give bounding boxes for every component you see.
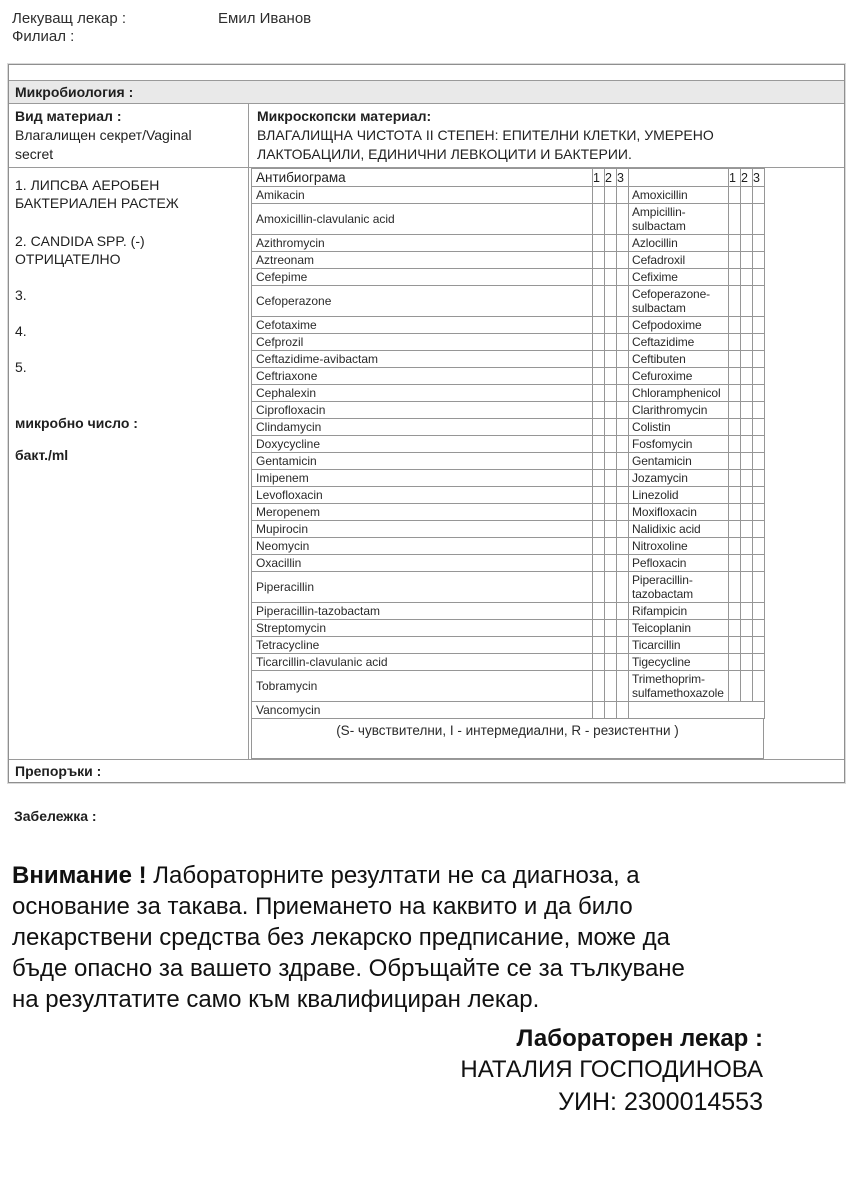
antibiotic-right-name: Azlocillin: [629, 235, 729, 252]
antibiogram-row: [252, 603, 765, 620]
result-cell: [605, 204, 617, 235]
result-cell: [593, 521, 605, 538]
result-cell: [753, 235, 765, 252]
result-cell: [605, 538, 617, 555]
antibiotic-left-name: Neomycin: [252, 538, 593, 555]
result-column-3: 3: [753, 169, 765, 187]
result-cell: [753, 286, 765, 317]
result-cell: [729, 671, 741, 702]
result-cell: [605, 521, 617, 538]
materials-row: [9, 104, 844, 167]
antibiogram-row: [252, 504, 765, 521]
antibiogram-row: [252, 368, 765, 385]
result-cell: [753, 351, 765, 368]
result-cell: [729, 453, 741, 470]
result-cell: [753, 204, 765, 235]
result-cell: [753, 654, 765, 671]
treating-doctor-value: Емил Иванов: [218, 10, 312, 27]
result-cell: [729, 204, 741, 235]
antibiogram-row: [252, 385, 765, 402]
result-cell: [593, 504, 605, 521]
result-cell: [741, 603, 753, 620]
microbiology-section: [8, 64, 845, 783]
antibiotic-right-name: Amoxicillin: [629, 187, 729, 204]
result-cell: [741, 419, 753, 436]
result-cell: [605, 252, 617, 269]
antibiogram-row: [252, 204, 765, 235]
antibiotic-left-name: Piperacillin: [252, 572, 593, 603]
antibiotic-right-name: Rifampicin: [629, 603, 729, 620]
result-cell: [729, 368, 741, 385]
result-cell: [753, 368, 765, 385]
antibiotic-left-name: Cefprozil: [252, 334, 593, 351]
sir-legend: (S- чувствителни, I - интермедиални, R - резистентни ): [251, 719, 764, 759]
antibiotic-left-name: Imipenem: [252, 470, 593, 487]
result-cell: [593, 252, 605, 269]
antibiogram-row: [252, 555, 765, 572]
result-cell: [741, 504, 753, 521]
result-column-1: 1: [593, 169, 605, 187]
finding-item: 4.: [15, 323, 27, 339]
result-cell: [729, 351, 741, 368]
result-cell: [617, 252, 629, 269]
antibiotic-left-name: Azithromycin: [252, 235, 593, 252]
antibiogram-row: [252, 702, 765, 719]
result-cell: [729, 555, 741, 572]
antibiotic-left-name: Ciprofloxacin: [252, 402, 593, 419]
recommendations-label: Препоръки :: [9, 759, 844, 782]
result-cell: [593, 603, 605, 620]
material-type-label: Вид материал :: [15, 108, 122, 124]
antibiogram-row: [252, 187, 765, 204]
antibiotic-left-name: Cefepime: [252, 269, 593, 286]
result-cell: [741, 385, 753, 402]
result-cell: [617, 286, 629, 317]
antibiotic-right-name: Cefadroxil: [629, 252, 729, 269]
result-cell: [741, 269, 753, 286]
result-cell: [729, 269, 741, 286]
result-cell: [593, 671, 605, 702]
result-cell: [593, 702, 605, 719]
result-cell: [605, 555, 617, 572]
result-cell: [741, 204, 753, 235]
signature-block: [0, 1023, 854, 1119]
result-cell: [753, 419, 765, 436]
result-cell: [741, 555, 753, 572]
result-cell: [741, 317, 753, 334]
antibiotic-left-name: Vancomycin: [252, 702, 593, 719]
result-cell: [593, 538, 605, 555]
empty-top-bar: [9, 65, 844, 81]
result-cell: [753, 637, 765, 654]
result-cell: [729, 419, 741, 436]
lab-doctor-uin: УИН: 2300014553: [558, 1088, 763, 1116]
result-cell: [741, 235, 753, 252]
result-cell: [617, 385, 629, 402]
antibiotic-left-name: Amikacin: [252, 187, 593, 204]
antibiotic-left-name: Ceftazidime-avibactam: [252, 351, 593, 368]
result-cell: [605, 187, 617, 204]
result-cell: [753, 187, 765, 204]
result-cell: [605, 351, 617, 368]
antibiogram-row: [252, 470, 765, 487]
result-cell: [753, 252, 765, 269]
branch-row: [12, 28, 854, 46]
result-cell: [729, 334, 741, 351]
antibiogram-row: [252, 453, 765, 470]
antibiogram-header-row: [252, 169, 765, 187]
result-cell: [605, 385, 617, 402]
result-cell: [593, 235, 605, 252]
result-cell: [617, 419, 629, 436]
result-cell: [605, 671, 617, 702]
result-cell: [605, 286, 617, 317]
antibiotic-right-name: Clarithromycin: [629, 402, 729, 419]
antibiotic-right-name: Cefixime: [629, 269, 729, 286]
antibiotic-right-name: Cefoperazone-sulbactam: [629, 286, 729, 317]
result-cell: [753, 555, 765, 572]
material-type-cell: [9, 104, 249, 167]
antibiotic-right-name: Moxifloxacin: [629, 504, 729, 521]
result-cell: [729, 286, 741, 317]
result-cell: [617, 620, 629, 637]
result-cell: [729, 637, 741, 654]
result-cell: [605, 334, 617, 351]
antibiotic-right-name: Piperacillin-tazobactam: [629, 572, 729, 603]
result-cell: [741, 637, 753, 654]
result-cell: [753, 538, 765, 555]
finding-item: 5.: [15, 359, 27, 375]
result-cell: [617, 334, 629, 351]
antibiotic-right-name: Ceftazidime: [629, 334, 729, 351]
result-cell: [729, 252, 741, 269]
antibiogram-row: [252, 637, 765, 654]
result-cell: [753, 521, 765, 538]
microscopy-cell: [249, 104, 844, 167]
result-cell: [605, 368, 617, 385]
antibiotic-right-name: Nalidixic acid: [629, 521, 729, 538]
result-cell: [753, 385, 765, 402]
result-cell: [729, 603, 741, 620]
antibiotic-right-name: Teicoplanin: [629, 620, 729, 637]
finding-item: 2. CANDIDA SPP. (-) ОТРИЦАТЕЛНО: [15, 233, 145, 267]
material-type-value: Влагалищен секрет/Vaginal secret: [15, 127, 192, 162]
result-cell: [617, 487, 629, 504]
result-cell: [729, 504, 741, 521]
result-cell: [729, 187, 741, 204]
culture-findings-cell: [9, 168, 249, 759]
result-cell: [593, 317, 605, 334]
antibiotic-left-name: Cephalexin: [252, 385, 593, 402]
result-cell: [741, 402, 753, 419]
result-cell: [729, 317, 741, 334]
result-cell: [593, 187, 605, 204]
result-cell: [741, 286, 753, 317]
result-cell: [617, 204, 629, 235]
antibiogram-row: [252, 436, 765, 453]
result-cell: [617, 572, 629, 603]
result-cell: [617, 702, 629, 719]
result-cell: [605, 504, 617, 521]
result-cell: [605, 402, 617, 419]
antibiogram-area: [251, 168, 844, 759]
result-cell: [729, 402, 741, 419]
result-cell: [753, 572, 765, 603]
result-cell: [593, 436, 605, 453]
result-cell: [753, 402, 765, 419]
microscopy-label: Микроскопски материал:: [257, 108, 432, 124]
antibiogram-row: [252, 317, 765, 334]
result-cell: [741, 368, 753, 385]
result-cell: [741, 470, 753, 487]
antibiotic-right-name: Gentamicin: [629, 453, 729, 470]
document-header: [0, 0, 854, 46]
result-column-2: 2: [605, 169, 617, 187]
antibiotic-right-name: Ticarcillin: [629, 637, 729, 654]
result-cell: [593, 572, 605, 603]
finding-item: 1. ЛИПСВА АЕРОБЕН БАКТЕРИАЛЕН РАСТЕЖ: [15, 177, 179, 211]
result-cell: [593, 385, 605, 402]
antibiogram-row: [252, 572, 765, 603]
microbial-count-label: микробно число :: [15, 415, 138, 431]
result-column-2: 2: [741, 169, 753, 187]
antibiogram-row: [252, 671, 765, 702]
note-label: Забележка :: [14, 808, 97, 824]
result-cell: [593, 419, 605, 436]
results-row: [9, 167, 844, 759]
antibiotic-right-name: Colistin: [629, 419, 729, 436]
result-cell: [605, 470, 617, 487]
antibiotic-right-name: Cefpodoxime: [629, 317, 729, 334]
antibiogram-row: [252, 521, 765, 538]
antibiogram-title: Антибиограма: [252, 169, 593, 187]
result-cell: [617, 538, 629, 555]
result-cell: [617, 269, 629, 286]
result-cell: [741, 521, 753, 538]
result-cell: [617, 402, 629, 419]
result-cell: [617, 555, 629, 572]
finding-item: 3.: [15, 287, 27, 303]
result-cell: [593, 487, 605, 504]
antibiogram-row: [252, 235, 765, 252]
antibiotic-left-name: Tobramycin: [252, 671, 593, 702]
result-cell: [593, 470, 605, 487]
result-column-3: 3: [617, 169, 629, 187]
result-cell: [753, 671, 765, 702]
antibiogram-row: [252, 351, 765, 368]
result-cell: [741, 671, 753, 702]
antibiogram-row: [252, 654, 765, 671]
result-column-1: 1: [729, 169, 741, 187]
antibiogram-row: [252, 286, 765, 317]
antibiotic-right-name: Jozamycin: [629, 470, 729, 487]
result-cell: [729, 572, 741, 603]
warning-text: Лабораторните резултати не са диагноза, а основание за такава. Приемането на каквито и да било лекарствени средства без лекарско предписание, може да бъде опасно за вашето здраве. Обръщайте се за тълкуване на резултатите само към квалифициран лекар.: [12, 862, 685, 1013]
result-cell: [593, 555, 605, 572]
result-cell: [593, 269, 605, 286]
antibiogram-row: [252, 334, 765, 351]
section-title: Микробиология :: [9, 81, 844, 104]
antibiotic-left-name: Levofloxacin: [252, 487, 593, 504]
result-cell: [605, 620, 617, 637]
result-cell: [605, 487, 617, 504]
result-cell: [753, 334, 765, 351]
antibiotic-left-name: Ceftriaxone: [252, 368, 593, 385]
result-cell: [605, 702, 617, 719]
result-cell: [741, 453, 753, 470]
antibiotic-right-name: Linezolid: [629, 487, 729, 504]
result-cell: [617, 235, 629, 252]
branch-label: Филиал :: [12, 28, 75, 45]
antibiotic-left-name: Cefoperazone: [252, 286, 593, 317]
result-cell: [741, 538, 753, 555]
antibiotic-left-name: Gentamicin: [252, 453, 593, 470]
microscopy-value: ВЛАГАЛИЩНА ЧИСТОТА II СТЕПЕН: ЕПИТЕЛНИ КЛЕТКИ, УМЕРЕНО ЛАКТОБАЦИЛИ, ЕДИНИЧНИ ЛЕВКОЦИТИ И БАКТЕРИИ.: [257, 127, 714, 162]
antibiotic-right-name: Cefuroxime: [629, 368, 729, 385]
result-cell: [753, 317, 765, 334]
result-cell: [617, 187, 629, 204]
antibiogram-table: [251, 168, 765, 719]
warning-title: Внимание !: [12, 862, 147, 889]
antibiotic-left-name: Doxycycline: [252, 436, 593, 453]
result-cell: [605, 572, 617, 603]
antibiotic-left-name: Oxacillin: [252, 555, 593, 572]
result-cell: [741, 436, 753, 453]
result-cell: [741, 187, 753, 204]
result-cell: [617, 436, 629, 453]
result-cell: [741, 620, 753, 637]
result-cell: [593, 351, 605, 368]
result-cell: [753, 620, 765, 637]
result-cell: [617, 654, 629, 671]
result-cell: [617, 368, 629, 385]
antibiotic-left-name: Clindamycin: [252, 419, 593, 436]
result-cell: [593, 334, 605, 351]
result-cell: [593, 368, 605, 385]
result-cell: [605, 654, 617, 671]
antibiotic-left-name: Streptomycin: [252, 620, 593, 637]
result-cell: [617, 504, 629, 521]
result-cell: [605, 453, 617, 470]
result-cell: [605, 637, 617, 654]
antibiotic-left-name: Tetracycline: [252, 637, 593, 654]
antibiogram-row: [252, 419, 765, 436]
result-cell: [741, 572, 753, 603]
antibiogram-row: [252, 538, 765, 555]
antibiotic-right-name: Fosfomycin: [629, 436, 729, 453]
result-cell: [617, 470, 629, 487]
result-cell: [593, 654, 605, 671]
antibiotic-right-name: Trimethoprim-sulfamethoxazole: [629, 671, 729, 702]
result-cell: [617, 603, 629, 620]
result-cell: [741, 487, 753, 504]
antibiotic-right-name: Ampicillin-sulbactam: [629, 204, 729, 235]
treating-doctor-label: Лекуващ лекар :: [12, 10, 127, 27]
result-cell: [617, 453, 629, 470]
result-cell: [753, 487, 765, 504]
result-cell: [741, 334, 753, 351]
result-cell: [729, 654, 741, 671]
result-cell: [729, 538, 741, 555]
result-cell: [741, 351, 753, 368]
result-cell: [605, 317, 617, 334]
result-cell: [729, 521, 741, 538]
treating-doctor-row: [12, 10, 854, 28]
result-cell: [605, 269, 617, 286]
result-cell: [593, 637, 605, 654]
antibiotic-right-name: Tigecycline: [629, 654, 729, 671]
result-cell: [593, 453, 605, 470]
antibiotic-right-name: Ceftibuten: [629, 351, 729, 368]
result-cell: [741, 252, 753, 269]
antibiogram-row: [252, 620, 765, 637]
warning-paragraph: [12, 860, 702, 1015]
antibiogram-row: [252, 252, 765, 269]
result-cell: [593, 620, 605, 637]
result-cell: [593, 286, 605, 317]
result-cell: [729, 385, 741, 402]
result-cell: [593, 204, 605, 235]
result-cell: [617, 671, 629, 702]
microbial-count-unit: бакт./ml: [15, 447, 69, 463]
result-cell: [741, 654, 753, 671]
antibiotic-left-name: Aztreonam: [252, 252, 593, 269]
result-cell: [605, 436, 617, 453]
result-cell: [753, 269, 765, 286]
result-cell: [605, 419, 617, 436]
result-cell: [729, 620, 741, 637]
result-cell: [753, 470, 765, 487]
result-cell: [617, 351, 629, 368]
result-cell: [617, 521, 629, 538]
lab-doctor-label: Лабораторен лекар :: [516, 1025, 763, 1052]
antibiogram-row: [252, 487, 765, 504]
result-cell: [753, 504, 765, 521]
antibiotic-left-name: Amoxicillin-clavulanic acid: [252, 204, 593, 235]
antibiotic-right-name: Chloramphenicol: [629, 385, 729, 402]
antibiogram-row: [252, 402, 765, 419]
result-cell: [729, 436, 741, 453]
header-spacer-cell: [629, 169, 729, 187]
antibiotic-right-name: Nitroxoline: [629, 538, 729, 555]
result-cell: [605, 235, 617, 252]
result-cell: [593, 402, 605, 419]
result-cell: [753, 453, 765, 470]
result-cell: [617, 317, 629, 334]
antibiotic-right-name: Pefloxacin: [629, 555, 729, 572]
antibiotic-left-name: Ticarcillin-clavulanic acid: [252, 654, 593, 671]
result-cell: [729, 235, 741, 252]
result-cell: [753, 436, 765, 453]
antibiotic-right-name: [629, 702, 765, 719]
result-cell: [729, 470, 741, 487]
antibiogram-row: [252, 269, 765, 286]
antibiotic-left-name: Cefotaxime: [252, 317, 593, 334]
result-cell: [605, 603, 617, 620]
result-cell: [729, 487, 741, 504]
antibiotic-left-name: Mupirocin: [252, 521, 593, 538]
lab-doctor-name: НАТАЛИЯ ГОСПОДИНОВА: [460, 1056, 763, 1083]
antibiotic-left-name: Piperacillin-tazobactam: [252, 603, 593, 620]
antibiotic-left-name: Meropenem: [252, 504, 593, 521]
result-cell: [753, 603, 765, 620]
result-cell: [617, 637, 629, 654]
